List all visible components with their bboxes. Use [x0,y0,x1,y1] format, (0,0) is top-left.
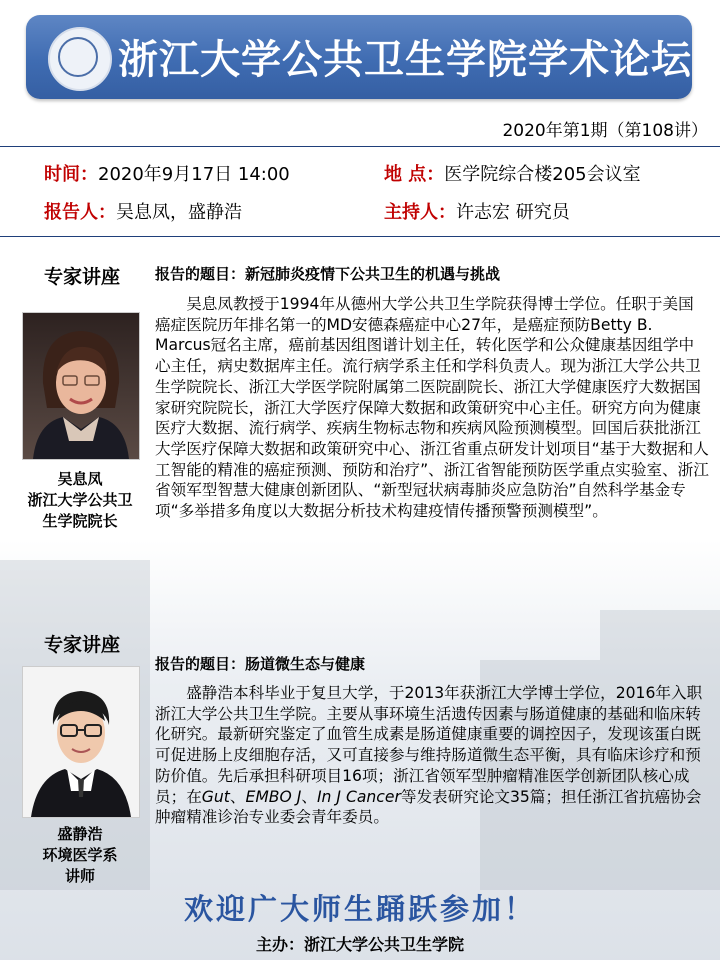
place-label: 地 点： [384,164,445,185]
place-value: 医学院综合楼205会议室 [444,164,641,185]
host-value: 许志宏 研究员 [456,202,570,223]
speaker-value: 吴息凤，盛静浩 [116,202,242,223]
speaker-bio-wu: 吴息凤教授于1994年从德州大学公共卫生学院获得博士学位。任职于美国癌症医院历年排名第一的MD安德森癌症中心27年，是癌症预防Betty B. Marcus冠名主席，癌前基因组图谱计划主任，转化医学和公众健康基因组学中心主任，病史数据库主任。流行病学系主任和学科负责人。现为浙江大学公共卫生学院院长、浙江大学医学院附属第二医院副院长、浙江大学健康医疗大数据国家研究院院长，浙江大学医疗保障大数据和政策研究中心主任。研究方向为健康医疗大数据、流行病学、疾病生物标志物和疾病风险预测模型。回国后获批浙江大学医疗保障大数据和政策研究中心、浙江省重点研发计划项目“基于大数据和人工智能的精准的癌症预测、预防和治疗”、浙江省智能预防医学重点实验室、浙江省领军型智慧大健康创新团队、“新型冠状病毒肺炎应急防治”自然科学基金专项“多举措多角度以大数据分析技术构建疫情传播预警预测模型”。 [155,295,709,521]
speaker-caption-sheng: 盛静浩 环境医学系 讲师 [42,825,118,885]
university-logo [48,27,112,91]
welcome-slogan: 欢迎广大师生踊跃参加！ [183,892,536,926]
speaker-photo-sheng [22,666,140,818]
expert-lecture-header: 专家讲座 [43,266,120,288]
speaker-photo-wu [22,312,140,460]
speaker-info [44,198,242,224]
lecture-topic-2: 报告的题目：肠道微生态与健康 [155,655,366,673]
divider-bottom [0,236,720,237]
lecture-topic-1: 报告的题目：新冠肺炎疫情下公共卫生的机遇与挑战 [155,265,501,283]
speaker-label: 报告人： [44,202,116,223]
speaker-bio-sheng: 盛静浩本科毕业于复旦大学，于2013年获浙江大学博士学位，2016年入职浙江大学公共卫生学院。主要从事环境生活遗传因素与肠道健康的基础和临床转化研究。最新研究鉴定了血管生成素是肠道健康重要的调控因子，发现该蛋白既可促进肠上皮细胞存活，又可直接参与维持肠道微生态平衡，具有临床诊疗和预防价值。先后承担科研项目16项；浙江省领军型肿瘤精准医学创新团队核心成员；在Gut、EMBO J、In J Cancer等发表研究论文35篇；担任浙江省抗癌协会肿瘤精准诊治专业委会青年委员。 [155,684,703,827]
place-info [384,160,641,186]
time-value: 2020年9月17日 14:00 [98,164,290,185]
time-info [44,160,290,186]
host-info [384,198,570,224]
speaker-caption-wu: 吴息凤 浙江大学公共卫 生学院院长 [27,470,133,530]
time-label: 时间： [44,164,98,185]
host-label: 主持人： [384,202,456,223]
forum-title: 浙江大学公共卫生学院学术论坛 [118,37,692,83]
expert-lecture-header: 专家讲座 [43,634,120,656]
organizer-line: 主办：浙江大学公共卫生学院 [255,935,464,954]
divider-top [0,146,720,147]
issue-number: 2020年第1期（第108讲） [502,121,708,141]
